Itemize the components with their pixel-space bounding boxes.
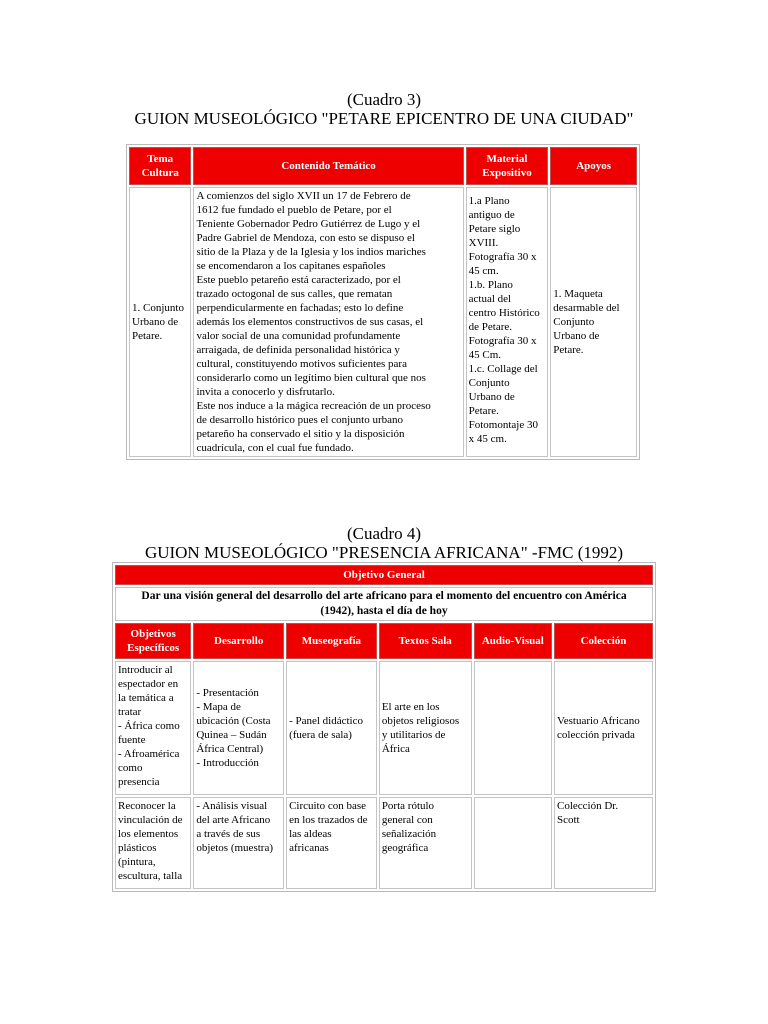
cell-material: 1.a Plano antiguo de Petare siglo XVIII. Fotografía 30 x 45 cm. 1.b. Plano actual del centro Histórico de Petare. Fotografía 30 x 45 Cm. 1.c. Collage del Conjunto Urbano de Petare. Fotomontaje 30 x 45 cm. <box>466 187 549 457</box>
cuadro3-table <box>126 144 640 460</box>
header-tema-cultura: Tema Cultura <box>129 147 191 185</box>
header-material-expositivo: Material Expositivo <box>466 147 549 185</box>
header-audio-visual: Audio-Visual <box>474 623 552 659</box>
cell-desarrollo: - Análisis visual del arte Africano a través de sus objetos (muestra) <box>193 797 284 889</box>
cell-tema: 1. Conjunto Urbano de Petare. <box>129 187 191 457</box>
cell-objetivos: Introducir al espectador en la temática a tratar - África como fuente - Afroamérica como presencia <box>115 661 191 795</box>
cell-audiovisual <box>474 661 552 795</box>
cell-textos: El arte en los objetos religiosos y utilitarios de África <box>379 661 472 795</box>
cuadro3-label: (Cuadro 3) <box>346 90 422 109</box>
cell-textos: Porta rótulo general con señalización geográfica <box>379 797 472 889</box>
cuadro4-title: GUION MUSEOLÓGICO "PRESENCIA AFRICANA" -FMC (1992) <box>144 543 624 562</box>
cell-objetivos: Reconocer la vinculación de los elementos plásticos (pintura, escultura, talla <box>115 797 191 889</box>
header-contenido-tematico: Contenido Temático <box>193 147 463 185</box>
header-desarrollo: Desarrollo <box>193 623 284 659</box>
cell-coleccion: Colección Dr. Scott <box>554 797 653 889</box>
cell-museografia: - Panel didáctico (fuera de sala) <box>286 661 377 795</box>
cuadro3-title: GUION MUSEOLÓGICO "PETARE EPICENTRO DE UNA CIUDAD" <box>134 109 634 128</box>
header-museografia: Museografía <box>286 623 377 659</box>
cell-contenido: A comienzos del siglo XVII un 17 de Febrero de 1612 fue fundado el pueblo de Petare, por el Teniente Gobernador Pedro Gutiérrez de Lugo y el Padre Gabriel de Mendoza, con esto se dispuso el sitio de la Plaza y de la Iglesia y los indios mariches se encomendaron a los capitanes españoles Este pueblo petareño está caracterizado, por el trazado octogonal de sus calles, que rematan perpendicularmente en fachadas; esto lo define además los elementos constructivos de sus casas, el valor social de una comunidad profundamente arraigada, de definida personalidad histórica y cultural, constituyendo motivos suficientes para considerarlo como un legítimo bien cultural que nos invita a conocerlo y disfrutarlo. Este nos induce a la mágica recreación de un proceso de desarrollo histórico pues el conjunto urbano petareño ha conservado el sitio y la disposición cuadrícula, con el cual fue fundado. <box>193 187 463 457</box>
cell-apoyos: 1. Maqueta desarmable del Conjunto Urbano de Petare. <box>550 187 637 457</box>
header-objetivos-especificos: Objetivos Específicos <box>115 623 191 659</box>
cuadro4-label: (Cuadro 4) <box>346 524 422 543</box>
header-objetivo-general: Objetivo General <box>115 565 653 585</box>
header-apoyos: Apoyos <box>550 147 637 185</box>
table-row <box>115 661 653 795</box>
table-row <box>115 797 653 889</box>
header-coleccion: Colección <box>554 623 653 659</box>
header-textos-sala: Textos Sala <box>379 623 472 659</box>
cuadro4-table <box>112 562 656 892</box>
table-row <box>129 187 637 457</box>
cell-coleccion: Vestuario Africano colección privada <box>554 661 653 795</box>
cell-audiovisual <box>474 797 552 889</box>
cell-desarrollo: - Presentación - Mapa de ubicación (Costa Quinea – Sudán África Central) - Introducción <box>193 661 284 795</box>
cell-museografia: Circuito con base en los trazados de las aldeas africanas <box>286 797 377 889</box>
objetivo-general-header-row <box>115 565 653 585</box>
objetivo-general-text: Dar una visión general del desarrollo del arte africano para el momento del encuentro con América (1942), hasta el día de hoy <box>115 587 653 621</box>
cuadro4-header-row <box>115 623 653 659</box>
cuadro3-heading <box>0 90 768 128</box>
objetivo-general-row <box>115 587 653 621</box>
cuadro3-header-row <box>129 147 637 185</box>
cuadro4-heading <box>0 524 768 562</box>
